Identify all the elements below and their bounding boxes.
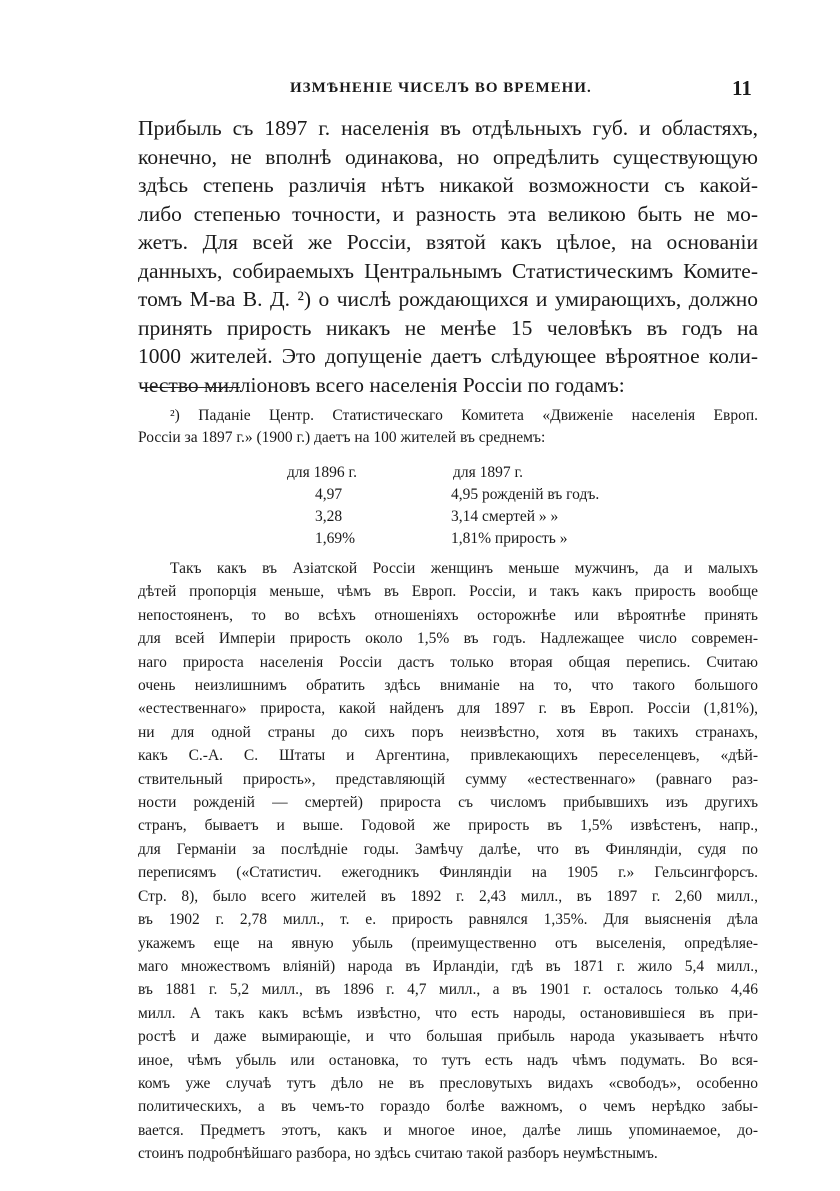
main-line: жетъ. Для всей же Россіи, взятой какъ цѣлое, на основаніи (138, 230, 758, 254)
table-header-1897: для 1897 г. (453, 464, 523, 481)
table-header-1896: для 1896 г. (287, 464, 357, 481)
main-paragraph (138, 114, 758, 399)
footnote-table-col-1896 (287, 462, 357, 550)
table-cell: 3,28 (315, 508, 343, 525)
footnote-line: для всей Имперіи прирость около 1,5% въ годъ. Надлежащее число современ- (138, 630, 758, 648)
main-line: либо степенью точности, и разность эта великою быть не мо- (138, 201, 758, 226)
footnote-line: милл. А такъ какъ всѣмъ извѣстно, что есть народы, остановившіеся въ при- (138, 1004, 758, 1022)
main-line: томъ М-ва В. Д. ²) о числѣ рождающихся и умирающихъ, должно (138, 287, 758, 311)
footnote-table-col-1897 (451, 462, 599, 550)
table-cell: 1,69% (315, 530, 356, 547)
footnote-line: очень неизлишнимъ обратить здѣсь вниманіе на то, что такого большого (138, 677, 758, 695)
main-line: конечно, не вполнѣ одинакова, но опредѣлить существующую (138, 144, 758, 169)
footnote-line: Россіи за 1897 г.» (1900 г.) даетъ на 100 жителей въ среднемъ: (138, 429, 546, 446)
table-cell: 3,14 смертей » » (451, 508, 559, 525)
main-line: чество милліоновъ всего населенія Россіи по годамъ: (138, 372, 625, 397)
table-cell: 4,97 (315, 486, 343, 503)
footnote-line: политическихъ, а въ чемъ-то гораздо болѣе важномъ, о чемъ нерѣдко забы- (138, 1098, 758, 1116)
footnote-line: ростѣ и даже вымирающіе, и что большая прибыль народа указываетъ нѣчто (138, 1028, 758, 1046)
footnote-line: ²) Паданіе Центр. Статистическаго Комитета «Движеніе населенія Европ. (170, 407, 758, 424)
main-line: Прибыль съ 1897 г. населенія въ отдѣльныхъ губ. и областяхъ, (138, 116, 758, 140)
footnote-separator (140, 387, 240, 388)
footnote-line: ствительный прирость», представляющій сумму «естественнаго» (равнаго раз- (138, 770, 758, 788)
footnote-line: въ 1902 г. 2,78 милл., т. е. прирость равнялся 1,35%. Для выясненія дѣла (138, 911, 758, 929)
main-line: здѣсь степень различія нѣтъ никакой возможности съ какой- (138, 173, 758, 197)
table-cell: 1,81% прирость » (451, 530, 568, 547)
footnote-line: стоинъ подробнѣйшаго разбора, но здѣсь считаю такой разборъ неумѣстнымъ. (138, 1145, 658, 1163)
page-number: 11 (732, 76, 752, 100)
footnote-line: какъ С.-А. С. Штаты и Аргентина, привлекающихъ переселенцевъ, «дѣй- (138, 747, 758, 765)
footnote-line: для Германіи за послѣдніе годы. Замѣчу далѣе, что въ Финляндіи, судя по (138, 840, 758, 858)
running-head: ИЗМѢНЕНІЕ ЧИСЕЛЪ ВО ВРЕМЕНИ. (290, 80, 592, 96)
footnote-line: Стр. 8), было всего жителей въ 1892 г. 2,43 милл., въ 1897 г. 2,60 милл., (138, 887, 758, 905)
main-line: данныхъ, собираемыхъ Центральнымъ Статистическимъ Комите- (138, 258, 758, 283)
footnote-line: «естественнаго» прироста, какой найденъ для 1897 г. въ Европ. Россіи (1,81%), (138, 700, 758, 718)
footnote-line: въ 1881 г. 5,2 милл., въ 1896 г. 4,7 милл., а въ 1901 г. осталось только 4,46 (138, 981, 758, 999)
main-line: принять прирость никакъ не менѣе 15 человѣкъ въ годъ на (138, 315, 758, 340)
footnote-line: иное, чѣмъ убыль или остановка, то тутъ есть надъ чѣмъ подумать. Во вся- (138, 1051, 758, 1069)
footnote-line: ни для одной страны до сихъ поръ неизвѣстно, хотя въ такихъ странахъ, (138, 723, 758, 741)
footnote-line: маго множествомъ вліяній) народа въ Ирландіи, гдѣ въ 1871 г. жило 5,4 милл., (138, 957, 758, 975)
footnote-line: укажемъ еще на явную убыль (преимущественно отъ выселенія, опредѣляе- (138, 934, 758, 952)
table-cell: 4,95 рожденій въ годъ. (451, 486, 600, 503)
main-line: 1000 жителей. Это допущеніе даетъ слѣдующее вѣроятное коли- (138, 344, 758, 368)
footnote-intro (138, 405, 758, 449)
footnote-line: переписямъ («Статистич. ежегодникъ Финляндіи на 1905 г.» Гельсингфорсъ. (138, 864, 758, 882)
footnote-line: странъ, бываетъ и выше. Годовой же прирость въ 1,5% извѣстенъ, напр., (138, 817, 758, 835)
footnote-line: ности рожденій — смертей) прироста съ числомъ прибывшихъ изъ другихъ (138, 794, 758, 812)
footnote-line: вается. Предметъ этотъ, какъ и многое иное, далѣе лишь упоминаемое, до- (138, 1121, 758, 1139)
footnote-line: комъ уже случаѣ тутъ дѣло не въ пресловутыхъ видахъ «свободъ», особенно (138, 1074, 758, 1092)
footnote-body (138, 557, 758, 1166)
footnote-line: непостояненъ, то во всѣхъ отношеніяхъ осторожнѣе или вѣроятнѣе принять (138, 606, 758, 624)
footnote-line: Такъ какъ въ Азіатской Россіи женщинъ меньше мужчинъ, да и малыхъ (170, 560, 758, 577)
footnote-line: наго прироста населенія Россіи дастъ только вторая общая перепись. Считаю (138, 653, 758, 671)
footnote-line: дѣтей пропорція меньше, чѣмъ въ Европ. Россіи, и такъ какъ прирость вообще (138, 583, 758, 601)
